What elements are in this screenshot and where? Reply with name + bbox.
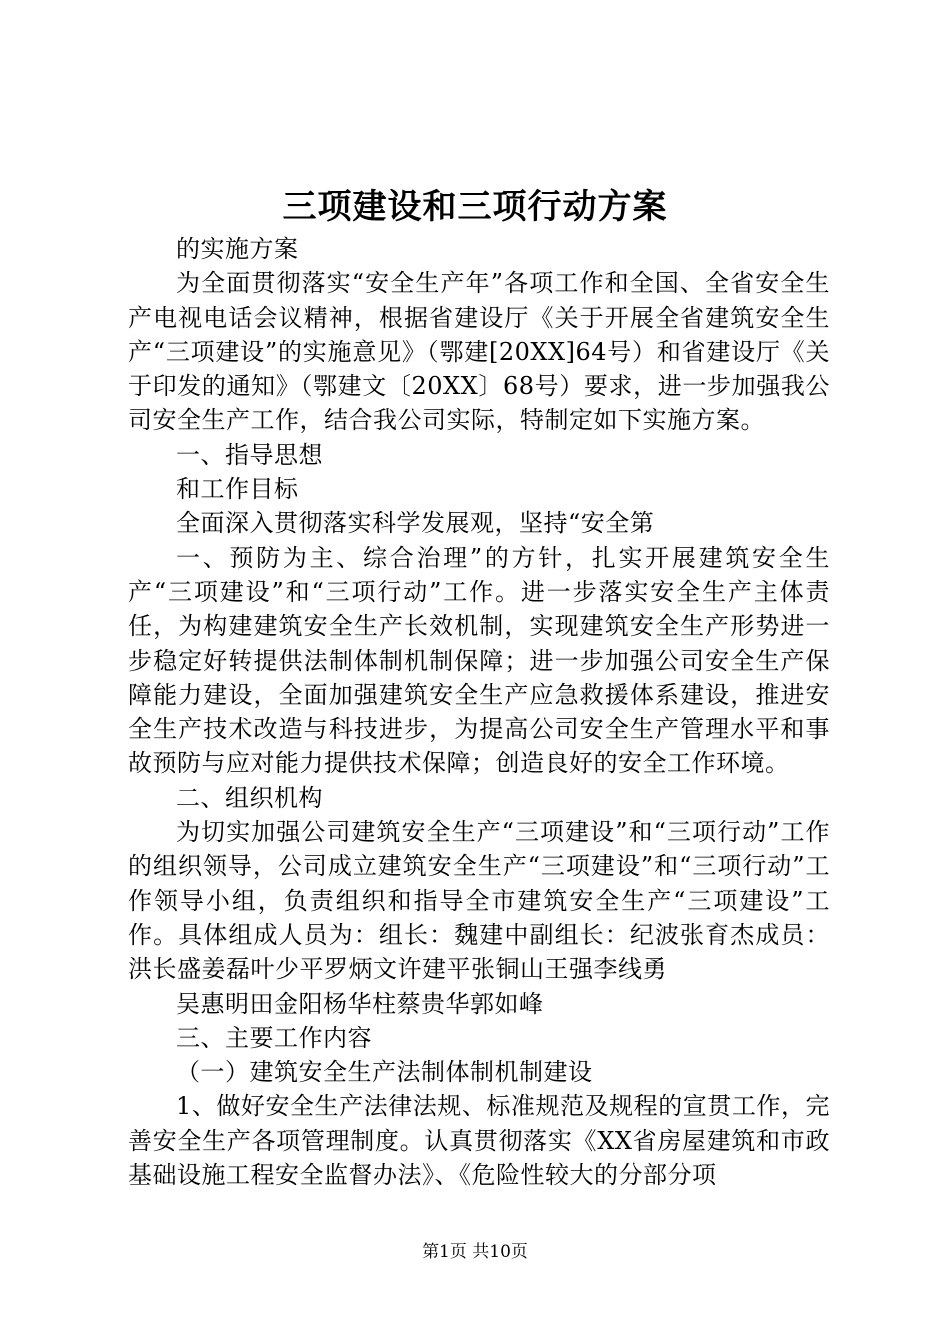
heading-guiding-thought: 一、指导思想	[176, 440, 323, 469]
page-number: 第1页 共10页	[422, 1242, 528, 1262]
heading-legal-system: （一）建筑安全生产法制体制机制建设	[176, 1058, 593, 1087]
document-body	[128, 232, 830, 1192]
paragraph-item-1: 1、做好安全生产法律法规、标准规范及规程的宣贯工作，完善安全生产各项管理制度。认真贯彻落实《XX省房屋建筑和市政基础设施工程安全监督办法》、《危险性较大的分部分项	[128, 1092, 830, 1190]
paragraph-intro: 为全面贯彻落实“安全生产年”各项工作和全国、全省安全生产电视电话会议精神，根据省建设厅《关于开展全省建筑安全生产“三项建设”的实施意见》（鄂建[20XX]64号）和省建设厅《关于印发的通知》（鄂建文〔20XX〕68号）要求，进一步加强我公司安全生产工作，结合我公司实际，特制定如下实施方案。	[128, 269, 830, 435]
heading-work-goal: 和工作目标	[176, 475, 299, 504]
heading-main-work: 三、主要工作内容	[176, 1023, 372, 1052]
heading-organization: 二、组织机构	[176, 783, 323, 812]
paragraph-organization: 为切实加强公司建筑安全生产“三项建设”和“三项行动”工作的组织领导，公司成立建筑安全生产“三项建设”和“三项行动”工作领导小组，负责组织和指导全市建筑安全生产“三项建设”工作。具体组成人员为：组长：魏建中副组长：纪波张育杰成员：洪长盛姜磊叶少平罗炳文许建平张铜山王强李线勇	[128, 818, 830, 984]
document-title: 三项建设和三项行动方案	[282, 187, 668, 227]
paragraph-subtitle: 的实施方案	[176, 235, 299, 263]
paragraph-members: 吴惠明田金阳杨华柱蔡贵华郭如峰	[176, 989, 544, 1018]
paragraph-goal-body: 一、预防为主、综合治理”的方针，扎实开展建筑安全生产“三项建设”和“三项行动”工作。进一步落实安全生产主体责任，为构建建筑安全生产长效机制，实现建筑安全生产形势进一步稳定好转提供法制体制机制保障；进一步加强公司安全生产保障能力建设，全面加强建筑安全生产应急救援体系建设，推进安全生产技术改造与科技进步，为提高公司安全生产管理水平和事故预防与应对能力提供技术保障；创造良好的安全工作环境。	[128, 543, 830, 778]
paragraph-goal-start: 全面深入贯彻落实科学发展观，坚持“安全第	[176, 509, 655, 538]
